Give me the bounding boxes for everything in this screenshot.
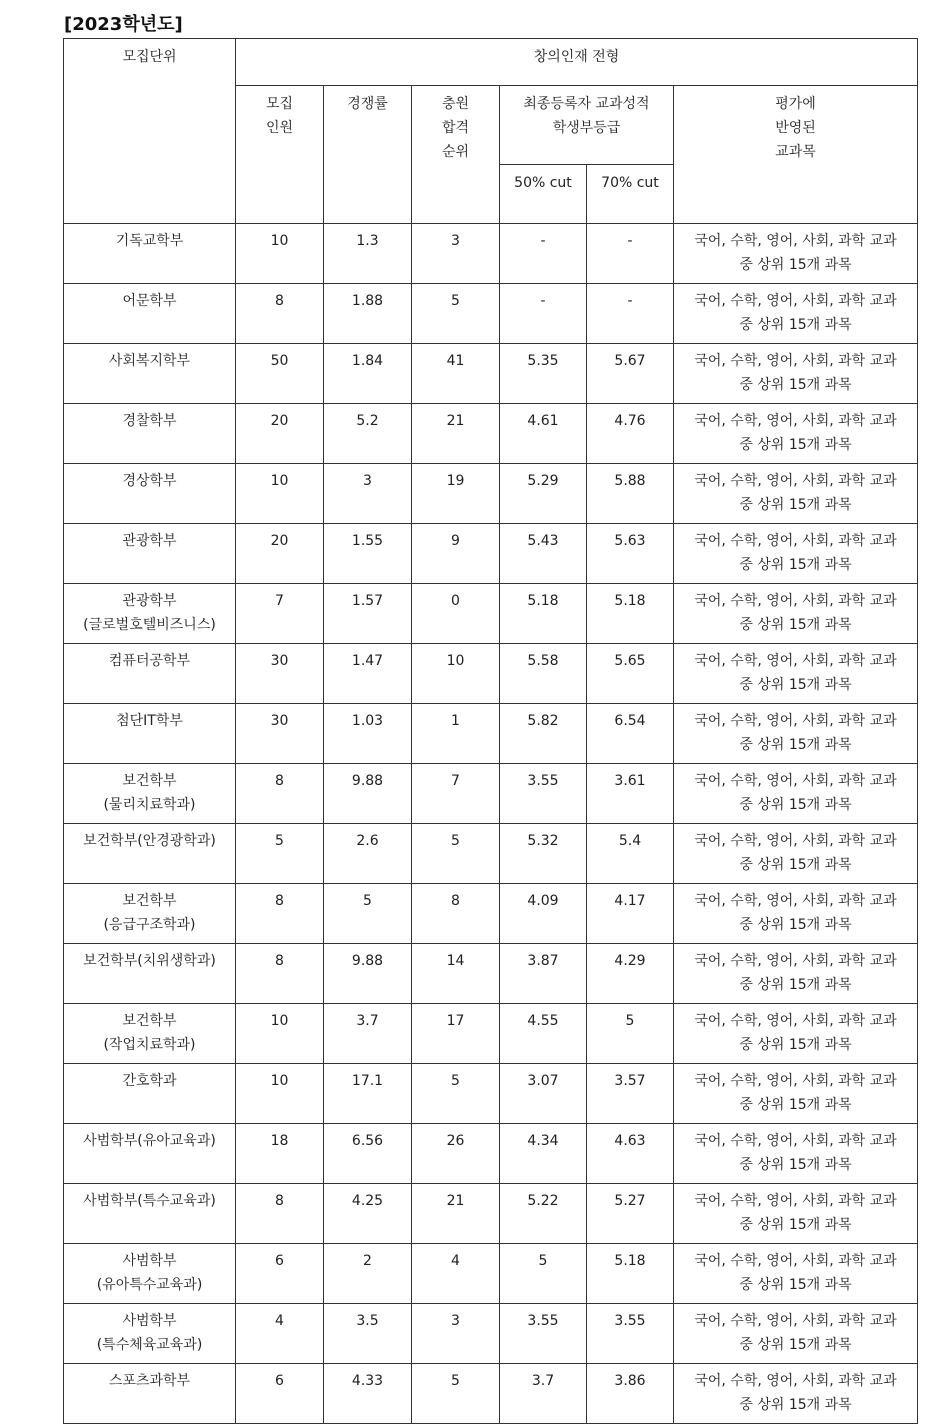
header-cut50: 50% cut <box>500 165 587 224</box>
cell-unit <box>64 1124 236 1184</box>
cell-subjects <box>674 344 918 404</box>
cell-cut50: 5 <box>500 1244 587 1304</box>
cell-unit-line: 기독교학부 <box>115 233 184 249</box>
header-grade-group <box>500 86 674 165</box>
cell-quota: 5 <box>236 824 324 884</box>
cell-subjects <box>674 704 918 764</box>
cell-quota: 30 <box>236 644 324 704</box>
cell-unit <box>64 764 236 824</box>
cell-quota: 10 <box>236 1064 324 1124</box>
table-row <box>64 224 918 284</box>
cell-subjects-line: 국어, 수학, 영어, 사회, 과학 교과 <box>694 533 897 549</box>
cell-unit-line: 관광학부 <box>122 533 177 549</box>
cell-unit-line: (특수체육교육과) <box>96 1337 203 1353</box>
cell-subjects-line: 국어, 수학, 영어, 사회, 과학 교과 <box>694 1253 897 1269</box>
table-body <box>64 224 918 1424</box>
cell-quota: 8 <box>236 1184 324 1244</box>
header-track: 창의인재 전형 <box>236 39 918 86</box>
cell-subjects <box>674 1064 918 1124</box>
cell-unit <box>64 644 236 704</box>
cell-cut50: 3.07 <box>500 1064 587 1124</box>
cell-unit <box>64 524 236 584</box>
cell-quota: 10 <box>236 1004 324 1064</box>
cell-unit-line: (유아특수교육과) <box>96 1277 203 1293</box>
header-rank-line: 순위 <box>441 144 470 160</box>
cell-competition: 2.6 <box>324 824 412 884</box>
cell-additional-rank: 8 <box>412 884 500 944</box>
table-row <box>64 944 918 1004</box>
header-subjects-line: 평가에 <box>775 96 816 112</box>
cell-cut50: - <box>500 284 587 344</box>
cell-additional-rank: 5 <box>412 1064 500 1124</box>
table-row <box>64 344 918 404</box>
cell-unit-line: 사범학부(유아교육과) <box>83 1133 216 1149</box>
table-row <box>64 764 918 824</box>
header-subjects-line: 반영된 <box>775 120 816 136</box>
cell-unit-line: (물리치료학과) <box>103 797 196 813</box>
table-row <box>64 1364 918 1424</box>
table-row <box>64 704 918 764</box>
header-competition: 경쟁률 <box>324 86 412 224</box>
cell-cut70: - <box>587 224 674 284</box>
cell-unit <box>64 1364 236 1424</box>
cell-subjects-line: 중 상위 15개 과목 <box>739 1277 852 1293</box>
cell-subjects-line: 국어, 수학, 영어, 사회, 과학 교과 <box>694 1193 897 1209</box>
table-header <box>64 39 918 224</box>
cell-cut50: 4.61 <box>500 404 587 464</box>
cell-cut50: 5.43 <box>500 524 587 584</box>
cell-subjects-line: 중 상위 15개 과목 <box>739 437 852 453</box>
cell-unit <box>64 584 236 644</box>
cell-unit-line: 보건학부 <box>122 773 177 789</box>
cell-cut50: 5.58 <box>500 644 587 704</box>
cell-cut70: 3.61 <box>587 764 674 824</box>
cell-additional-rank: 41 <box>412 344 500 404</box>
cell-unit <box>64 1244 236 1304</box>
cell-competition: 1.3 <box>324 224 412 284</box>
cell-additional-rank: 19 <box>412 464 500 524</box>
cell-unit-line: 경상학부 <box>122 473 177 489</box>
cell-unit-line: 간호학과 <box>122 1073 177 1089</box>
cell-quota: 6 <box>236 1244 324 1304</box>
table-row <box>64 644 918 704</box>
cell-unit <box>64 344 236 404</box>
cell-subjects <box>674 824 918 884</box>
cell-competition: 4.25 <box>324 1184 412 1244</box>
table-row <box>64 464 918 524</box>
cell-subjects <box>674 1124 918 1184</box>
cell-additional-rank: 21 <box>412 1184 500 1244</box>
header-grade-line: 학생부등급 <box>552 120 621 136</box>
cell-subjects-line: 중 상위 15개 과목 <box>739 557 852 573</box>
cell-unit-line: 첨단IT학부 <box>116 713 183 729</box>
header-quota <box>236 86 324 224</box>
cell-competition: 9.88 <box>324 944 412 1004</box>
cell-unit <box>64 1304 236 1364</box>
cell-cut50: 4.34 <box>500 1124 587 1184</box>
cell-subjects-line: 국어, 수학, 영어, 사회, 과학 교과 <box>694 953 897 969</box>
cell-additional-rank: 9 <box>412 524 500 584</box>
cell-cut50: 5.29 <box>500 464 587 524</box>
cell-additional-rank: 0 <box>412 584 500 644</box>
cell-subjects-line: 중 상위 15개 과목 <box>739 977 852 993</box>
cell-subjects <box>674 1244 918 1304</box>
cell-subjects-line: 중 상위 15개 과목 <box>739 737 852 753</box>
cell-unit-line: 컴퓨터공학부 <box>108 653 191 669</box>
cell-subjects-line: 국어, 수학, 영어, 사회, 과학 교과 <box>694 833 897 849</box>
cell-unit <box>64 224 236 284</box>
cell-subjects-line: 중 상위 15개 과목 <box>739 1337 852 1353</box>
cell-subjects-line: 중 상위 15개 과목 <box>739 1157 852 1173</box>
cell-additional-rank: 17 <box>412 1004 500 1064</box>
cell-unit-line: (글로벌호텔비즈니스) <box>83 617 216 633</box>
header-quota-line: 모집 <box>265 96 294 112</box>
cell-cut70: 4.29 <box>587 944 674 1004</box>
cell-unit <box>64 1004 236 1064</box>
cell-subjects-line: 국어, 수학, 영어, 사회, 과학 교과 <box>694 773 897 789</box>
cell-additional-rank: 5 <box>412 824 500 884</box>
cell-subjects-line: 국어, 수학, 영어, 사회, 과학 교과 <box>694 713 897 729</box>
cell-quota: 18 <box>236 1124 324 1184</box>
cell-unit-line: (작업치료학과) <box>103 1037 196 1053</box>
table-row <box>64 824 918 884</box>
cell-subjects <box>674 224 918 284</box>
cell-unit <box>64 1184 236 1244</box>
cell-cut50: 3.87 <box>500 944 587 1004</box>
cell-unit <box>64 884 236 944</box>
cell-subjects <box>674 1364 918 1424</box>
cell-subjects-line: 국어, 수학, 영어, 사회, 과학 교과 <box>694 593 897 609</box>
cell-quota: 8 <box>236 284 324 344</box>
cell-cut70: 3.86 <box>587 1364 674 1424</box>
cell-competition: 17.1 <box>324 1064 412 1124</box>
header-additional-rank <box>412 86 500 224</box>
cell-subjects-line: 국어, 수학, 영어, 사회, 과학 교과 <box>694 893 897 909</box>
cell-cut50: 3.55 <box>500 1304 587 1364</box>
cell-subjects-line: 국어, 수학, 영어, 사회, 과학 교과 <box>694 473 897 489</box>
cell-competition: 1.47 <box>324 644 412 704</box>
cell-cut70: 5.4 <box>587 824 674 884</box>
cell-unit <box>64 824 236 884</box>
cell-quota: 10 <box>236 464 324 524</box>
cell-competition: 1.03 <box>324 704 412 764</box>
cell-unit <box>64 704 236 764</box>
cell-cut70: 5.27 <box>587 1184 674 1244</box>
cell-additional-rank: 26 <box>412 1124 500 1184</box>
cell-subjects-line: 국어, 수학, 영어, 사회, 과학 교과 <box>694 233 897 249</box>
cell-unit-line: 사회복지학부 <box>108 353 191 369</box>
header-rank-line: 합격 <box>441 120 470 136</box>
cell-unit-line: 어문학부 <box>122 293 177 309</box>
cell-subjects-line: 중 상위 15개 과목 <box>739 617 852 633</box>
cell-additional-rank: 7 <box>412 764 500 824</box>
cell-additional-rank: 5 <box>412 1364 500 1424</box>
cell-competition: 3 <box>324 464 412 524</box>
cell-subjects-line: 중 상위 15개 과목 <box>739 857 852 873</box>
table-row <box>64 1184 918 1244</box>
cell-subjects <box>674 284 918 344</box>
cell-subjects-line: 국어, 수학, 영어, 사회, 과학 교과 <box>694 1133 897 1149</box>
cell-cut70: - <box>587 284 674 344</box>
cell-subjects-line: 중 상위 15개 과목 <box>739 497 852 513</box>
cell-competition: 5.2 <box>324 404 412 464</box>
cell-subjects-line: 중 상위 15개 과목 <box>739 917 852 933</box>
cell-subjects <box>674 884 918 944</box>
cell-quota: 4 <box>236 1304 324 1364</box>
cell-additional-rank: 14 <box>412 944 500 1004</box>
cell-subjects <box>674 584 918 644</box>
header-grade-line: 최종등록자 교과성적 <box>523 96 650 112</box>
header-unit: 모집단위 <box>64 39 236 224</box>
cell-additional-rank: 4 <box>412 1244 500 1304</box>
header-cut70: 70% cut <box>587 165 674 224</box>
cell-unit-line: 보건학부 <box>122 1013 177 1029</box>
table-row <box>64 404 918 464</box>
header-subjects <box>674 86 918 224</box>
table-row <box>64 524 918 584</box>
cell-quota: 10 <box>236 224 324 284</box>
cell-subjects <box>674 524 918 584</box>
cell-competition: 4.33 <box>324 1364 412 1424</box>
cell-unit-line: 관광학부 <box>122 593 177 609</box>
table-row <box>64 1124 918 1184</box>
cell-unit-line: 보건학부(안경광학과) <box>83 833 216 849</box>
cell-subjects-line: 중 상위 15개 과목 <box>739 1097 852 1113</box>
cell-quota: 8 <box>236 944 324 1004</box>
table-row <box>64 1304 918 1364</box>
cell-quota: 20 <box>236 404 324 464</box>
table-row <box>64 1064 918 1124</box>
cell-cut70: 4.63 <box>587 1124 674 1184</box>
cell-cut50: 4.09 <box>500 884 587 944</box>
header-rank-line: 충원 <box>441 96 470 112</box>
cell-competition: 2 <box>324 1244 412 1304</box>
cell-unit-line: (응급구조학과) <box>103 917 196 933</box>
cell-subjects-line: 국어, 수학, 영어, 사회, 과학 교과 <box>694 293 897 309</box>
cell-cut70: 5.65 <box>587 644 674 704</box>
cell-unit <box>64 404 236 464</box>
cell-cut70: 5.88 <box>587 464 674 524</box>
cell-unit-line: 경찰학부 <box>122 413 177 429</box>
cell-cut70: 4.76 <box>587 404 674 464</box>
cell-cut50: 5.82 <box>500 704 587 764</box>
cell-cut70: 5.67 <box>587 344 674 404</box>
cell-subjects <box>674 944 918 1004</box>
cell-subjects-line: 국어, 수학, 영어, 사회, 과학 교과 <box>694 1073 897 1089</box>
cell-unit-line: 사범학부 <box>122 1253 177 1269</box>
cell-competition: 1.84 <box>324 344 412 404</box>
cell-subjects-line: 국어, 수학, 영어, 사회, 과학 교과 <box>694 1013 897 1029</box>
cell-cut70: 4.17 <box>587 884 674 944</box>
table-row <box>64 1244 918 1304</box>
cell-quota: 8 <box>236 764 324 824</box>
cell-competition: 9.88 <box>324 764 412 824</box>
cell-subjects-line: 중 상위 15개 과목 <box>739 1217 852 1233</box>
table-row <box>64 584 918 644</box>
cell-additional-rank: 3 <box>412 1304 500 1364</box>
cell-subjects-line: 국어, 수학, 영어, 사회, 과학 교과 <box>694 1313 897 1329</box>
page-title: [2023학년도] <box>64 14 183 35</box>
cell-unit-line: 사범학부(특수교육과) <box>83 1193 216 1209</box>
cell-unit-line: 스포츠과학부 <box>108 1373 191 1389</box>
cell-subjects-line: 중 상위 15개 과목 <box>739 797 852 813</box>
cell-subjects <box>674 464 918 524</box>
cell-cut50: 5.32 <box>500 824 587 884</box>
cell-cut50: 3.55 <box>500 764 587 824</box>
cell-additional-rank: 10 <box>412 644 500 704</box>
cell-cut50: 5.35 <box>500 344 587 404</box>
cell-unit <box>64 1064 236 1124</box>
cell-subjects <box>674 1004 918 1064</box>
cell-subjects-line: 국어, 수학, 영어, 사회, 과학 교과 <box>694 1373 897 1389</box>
cell-additional-rank: 5 <box>412 284 500 344</box>
cell-cut50: 5.18 <box>500 584 587 644</box>
cell-competition: 5 <box>324 884 412 944</box>
cell-cut50: 4.55 <box>500 1004 587 1064</box>
cell-subjects-line: 국어, 수학, 영어, 사회, 과학 교과 <box>694 653 897 669</box>
table-row <box>64 1004 918 1064</box>
cell-competition: 3.7 <box>324 1004 412 1064</box>
cell-competition: 1.55 <box>324 524 412 584</box>
header-subjects-line: 교과목 <box>775 144 816 160</box>
cell-cut50: 3.7 <box>500 1364 587 1424</box>
cell-cut70: 5.18 <box>587 584 674 644</box>
cell-competition: 3.5 <box>324 1304 412 1364</box>
cell-quota: 30 <box>236 704 324 764</box>
cell-competition: 1.88 <box>324 284 412 344</box>
table-row <box>64 284 918 344</box>
cell-competition: 6.56 <box>324 1124 412 1184</box>
cell-quota: 50 <box>236 344 324 404</box>
cell-cut50: 5.22 <box>500 1184 587 1244</box>
cell-cut70: 6.54 <box>587 704 674 764</box>
cell-unit <box>64 284 236 344</box>
cell-cut70: 3.55 <box>587 1304 674 1364</box>
cell-unit-line: 보건학부(치위생학과) <box>83 953 216 969</box>
cell-unit-line: 사범학부 <box>122 1313 177 1329</box>
cell-additional-rank: 3 <box>412 224 500 284</box>
cell-subjects <box>674 764 918 824</box>
header-quota-line: 인원 <box>265 120 294 136</box>
cell-subjects <box>674 644 918 704</box>
cell-quota: 7 <box>236 584 324 644</box>
cell-cut70: 5.18 <box>587 1244 674 1304</box>
cell-subjects-line: 국어, 수학, 영어, 사회, 과학 교과 <box>694 413 897 429</box>
cell-unit <box>64 464 236 524</box>
cell-cut70: 3.57 <box>587 1064 674 1124</box>
table-row <box>64 884 918 944</box>
cell-subjects <box>674 1304 918 1364</box>
cell-quota: 6 <box>236 1364 324 1424</box>
cell-quota: 8 <box>236 884 324 944</box>
cell-subjects-line: 중 상위 15개 과목 <box>739 1037 852 1053</box>
cell-competition: 1.57 <box>324 584 412 644</box>
cell-subjects-line: 국어, 수학, 영어, 사회, 과학 교과 <box>694 353 897 369</box>
cell-quota: 20 <box>236 524 324 584</box>
cell-cut50: - <box>500 224 587 284</box>
cell-subjects-line: 중 상위 15개 과목 <box>739 377 852 393</box>
cell-subjects <box>674 404 918 464</box>
cell-unit-line: 보건학부 <box>122 893 177 909</box>
cell-cut70: 5.63 <box>587 524 674 584</box>
cell-subjects-line: 중 상위 15개 과목 <box>739 317 852 333</box>
cell-subjects-line: 중 상위 15개 과목 <box>739 257 852 273</box>
cell-subjects-line: 중 상위 15개 과목 <box>739 1397 852 1413</box>
cell-unit <box>64 944 236 1004</box>
admissions-table <box>63 38 918 1424</box>
cell-cut70: 5 <box>587 1004 674 1064</box>
cell-additional-rank: 1 <box>412 704 500 764</box>
cell-additional-rank: 21 <box>412 404 500 464</box>
cell-subjects <box>674 1184 918 1244</box>
cell-subjects-line: 중 상위 15개 과목 <box>739 677 852 693</box>
